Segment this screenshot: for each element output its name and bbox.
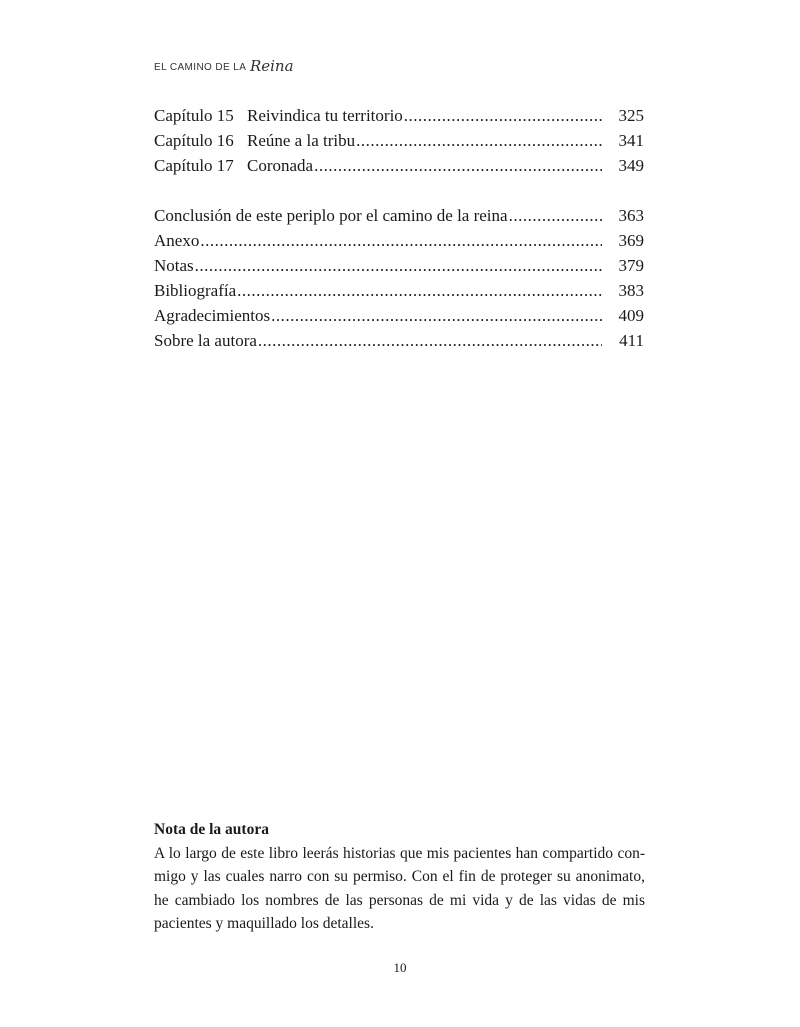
toc-entry[interactable] xyxy=(154,203,644,228)
toc-page-number: 325 xyxy=(618,106,644,125)
toc-leader-dots xyxy=(314,153,602,178)
toc-entry[interactable] xyxy=(154,128,644,153)
toc-page-number: 363 xyxy=(618,206,644,225)
toc-entry[interactable] xyxy=(154,278,644,303)
toc-entry[interactable] xyxy=(154,103,644,128)
toc-entry[interactable] xyxy=(154,303,644,328)
toc-leader-dots xyxy=(195,253,602,278)
running-header-title: EL CAMINO DE LA xyxy=(154,62,246,73)
author-note-body: A lo largo de este libro leerás historias que mis pacientes han compartido conmigo y las cuales narro con su permiso. Con el fin de proteger su anonimato, he cambiado los nombres de las personas de mi vida y de las vidas de mis pacientes y maquillado los detalles. xyxy=(154,844,645,932)
page-number: 10 xyxy=(393,960,407,975)
toc-entry[interactable] xyxy=(154,253,644,278)
toc-page-number: 383 xyxy=(618,281,644,300)
author-note xyxy=(154,818,645,936)
toc-entry-title: Coronada xyxy=(247,156,314,175)
toc-back-matter xyxy=(154,203,644,353)
toc-page-number: 409 xyxy=(618,306,644,325)
toc-entry[interactable] xyxy=(154,153,644,178)
toc-leader-dots xyxy=(356,128,602,153)
author-note-title: Nota de la autora xyxy=(154,821,269,838)
toc-entry-title: Anexo xyxy=(154,231,200,250)
toc-page-number: 411 xyxy=(619,331,644,350)
toc-leader-dots xyxy=(404,103,602,128)
toc-chapter-number: Capítulo 15 xyxy=(154,106,234,125)
toc-page-number: 349 xyxy=(618,156,644,175)
toc-leader-dots xyxy=(200,228,602,253)
toc-leader-dots xyxy=(509,203,602,228)
toc-page-number: 379 xyxy=(618,256,644,275)
toc-chapters xyxy=(154,103,644,178)
toc-entry-title: Sobre la autora xyxy=(154,331,257,350)
toc-entry[interactable] xyxy=(154,328,644,353)
toc-entry-title: Reúne a la tribu xyxy=(247,131,356,150)
toc-chapter-number: Capítulo 17 xyxy=(154,156,234,175)
toc-leader-dots xyxy=(258,328,602,353)
toc-leader-dots xyxy=(271,303,602,328)
running-header-brand: Reina xyxy=(249,57,294,75)
toc-page-number: 341 xyxy=(618,131,644,150)
toc-entry-title: Bibliografía xyxy=(154,281,237,300)
toc-chapter-number: Capítulo 16 xyxy=(154,131,234,150)
toc-leader-dots xyxy=(237,278,602,303)
running-header xyxy=(154,56,294,74)
toc-entry-title: Conclusión de este periplo por el camino de la reina xyxy=(154,206,508,225)
toc-entry-title: Reivindica tu territorio xyxy=(247,106,403,125)
toc-entry-title: Notas xyxy=(154,256,194,275)
toc-entry-title: Agradecimientos xyxy=(154,306,271,325)
toc-page-number: 369 xyxy=(618,231,644,250)
toc-entry[interactable] xyxy=(154,228,644,253)
